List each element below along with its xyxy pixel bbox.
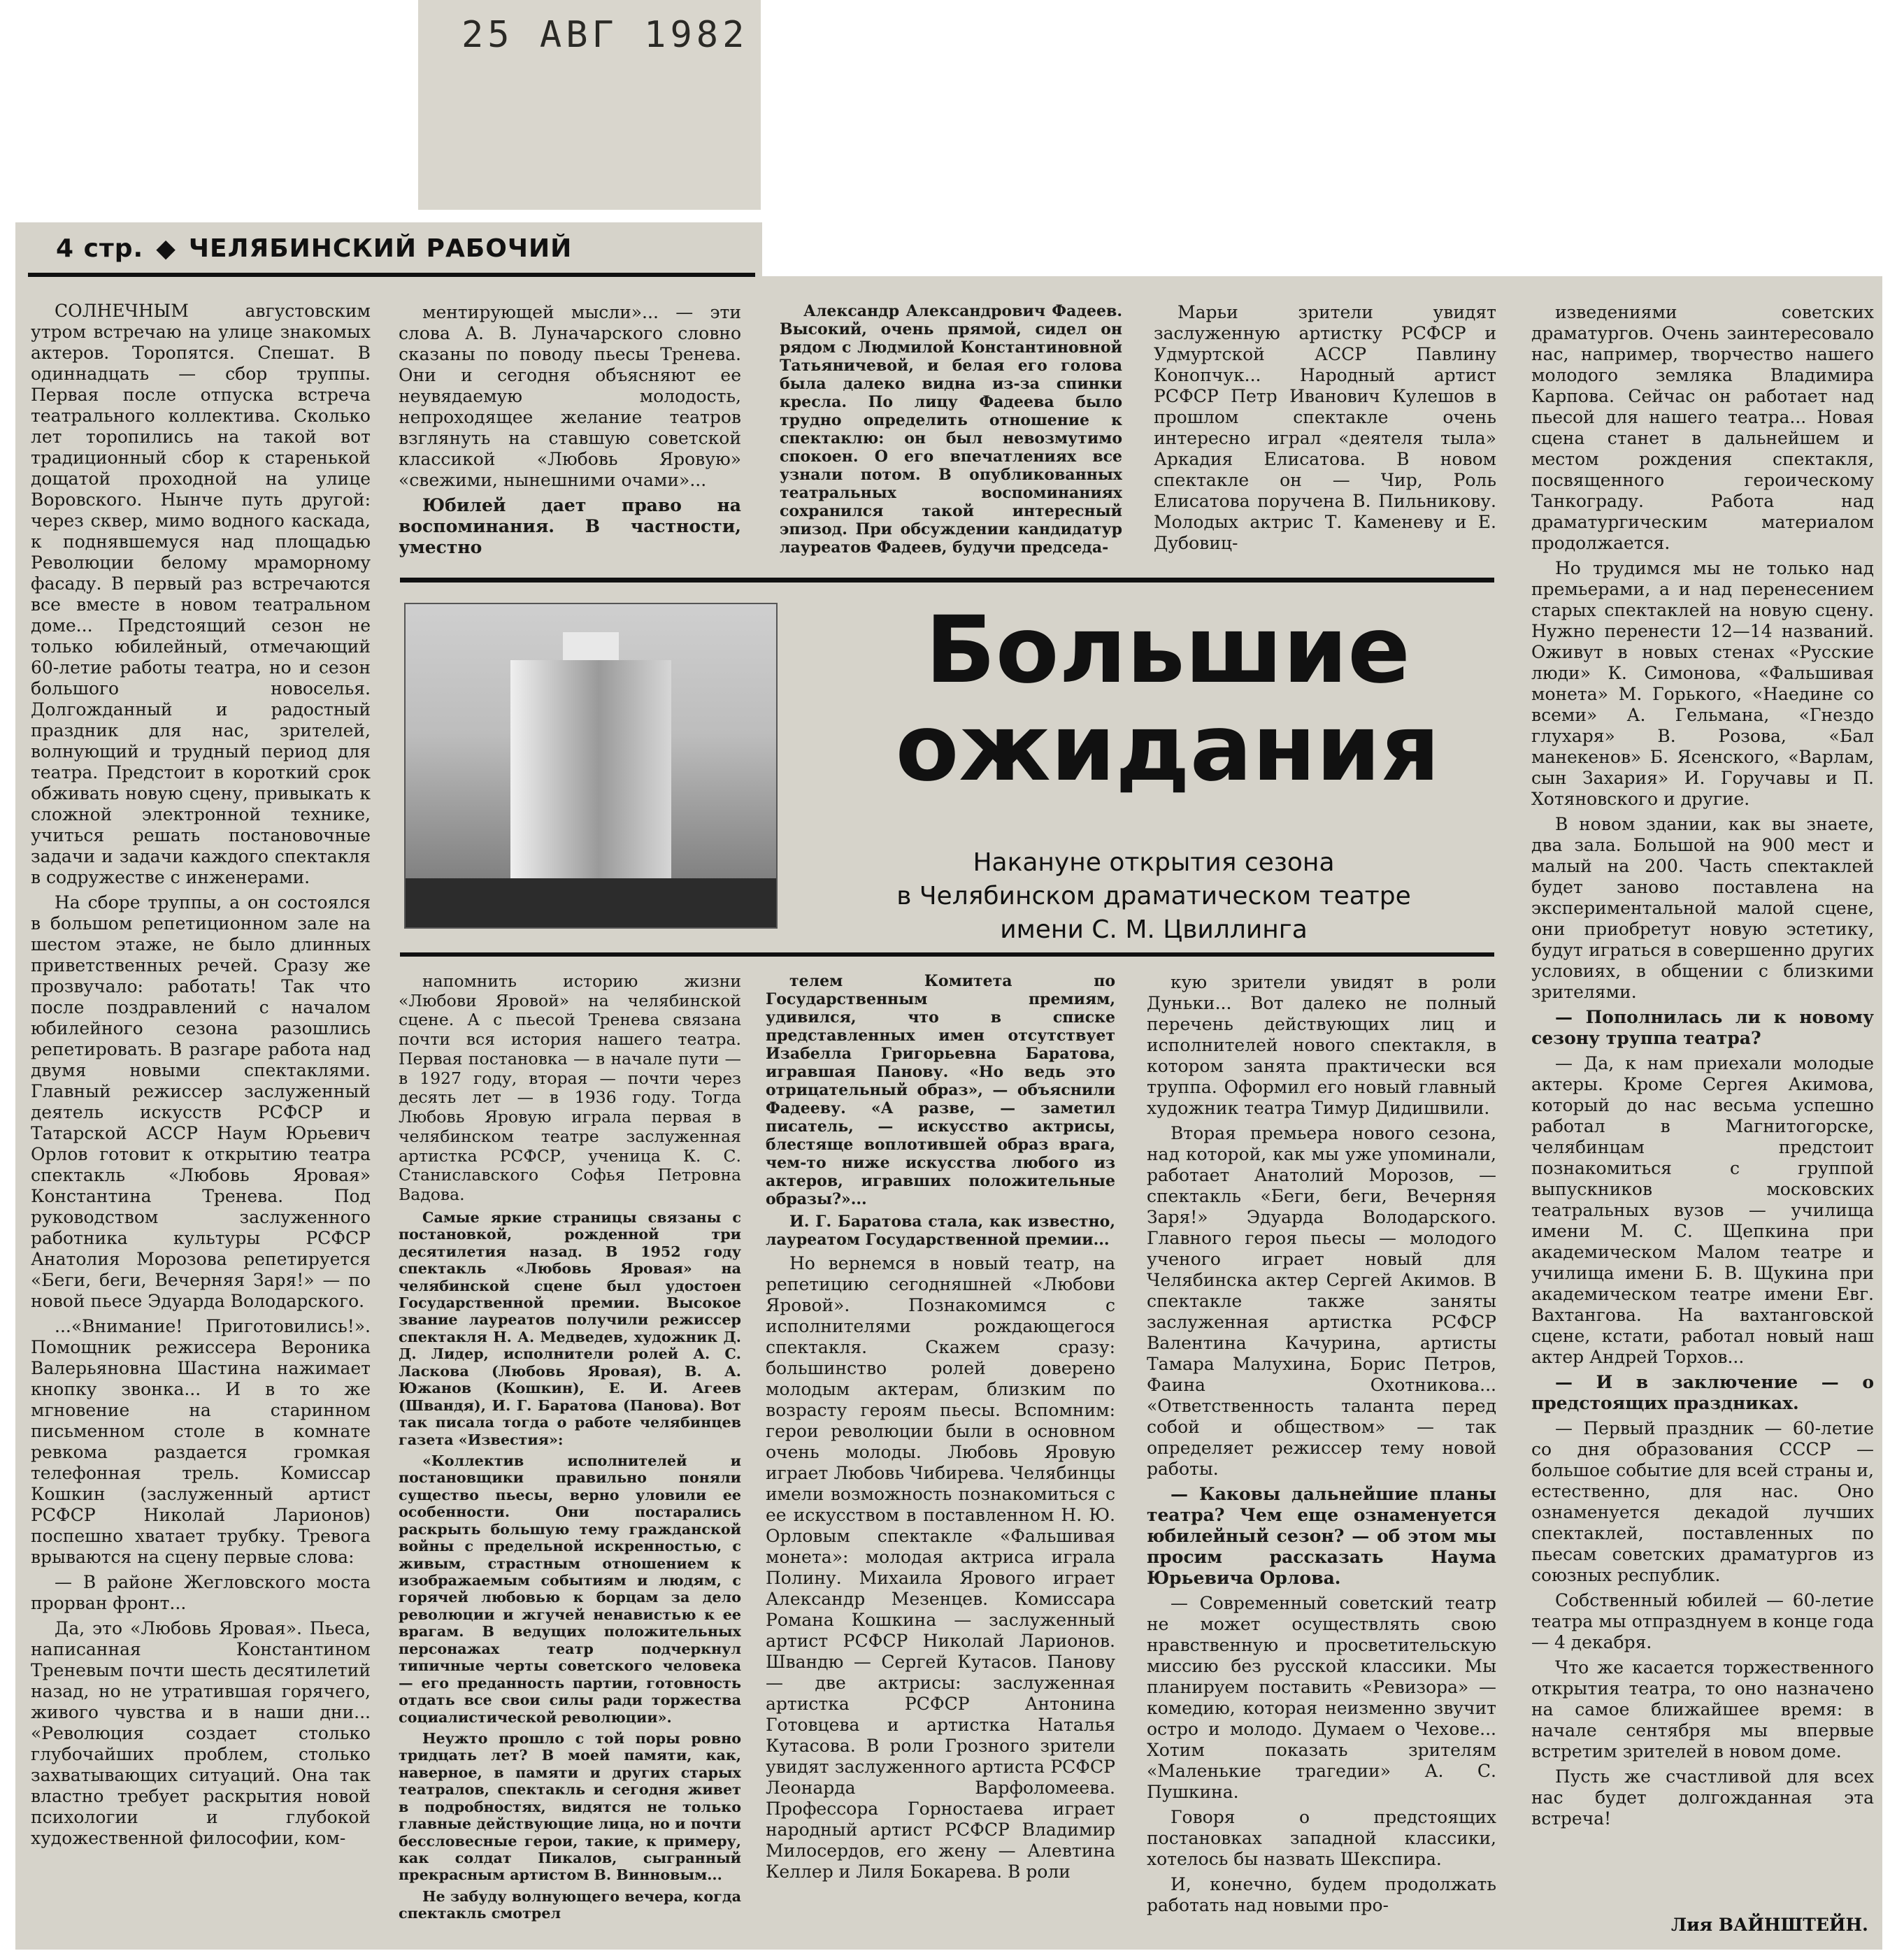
paragraph: напомнить историю жизни «Любови Яровой» на челябинской сцене. А с пьесой Тренева связана почти вся история нашего театра. Первая постановка — в начале пути — в 1927 году, вторая — почти через десять лет — в 1936 году. Тогда Любовь Яровую играла первая в челябинском театре заслуженная артистка РСФСР, ученица К. С. Станиславского Софья Петровна Вадова. [399, 972, 741, 1205]
paragraph: Марьи зрители увидят заслуженную артистку РСФСР и Удмуртской АССР Павлину Конопчук... Народный артист РСФСР Петр Иванович Кулешов в прошлом спектакле очень интересно играл «деятеля тыла» Аркадия Елисатова. В новом спектакле он — Чир, Роль Елисатова поручена В. Пильникову. Молодых актрис Т. Каменеву и Е. Дубовиц- [1154, 302, 1496, 553]
column-5 [1531, 302, 1874, 1910]
diamond-icon: ◆ [156, 234, 176, 263]
paragraph: ментирующей мысли»... — эти слова А. В. Луначарского словно сказаны по поводу пьесы Тренева. Они и сегодня объясняют ее неувядаемую молодость, непроходящее желание театров взглянуть на ставшую советской классикой «Любовь Яровую» «свежими, нынешними очами»... [399, 302, 741, 490]
headline-bottom-rule [400, 952, 1494, 957]
page-header [56, 234, 572, 269]
paragraph: СОЛНЕЧНЫМ августовским утром встречаю на улице знакомых актеров. Торопятся. Спешат. В одиннадцать — сбор труппы. Первая после отпуска встреча театрального коллектива. Сколько лет торопились на такой вот традиционный сбор к старенькой дощатой проходной на улице Воровского. Нынче путь другой: через сквер, мимо водного каскада, к поднявшемуся над площадью Революции белому мраморному фасаду. В первый раз встречаются все вместе в новом театральном доме... Предстоящий сезон не только юбилейный, отмечающий 60-летие работы театра, но и сезон большого новоселья. Долгожданный и радостный праздник для нас, зрителей, волнующий и трудный период для театра. Предстоит в короткий срок обживать новую сцену, привыкать к сложной электронной технике, учиться решать постановочные задачи и задачи каждого спектакля в содружестве с инженерами. [31, 301, 371, 887]
column-3-bottom [766, 972, 1115, 1941]
column-2-top [399, 302, 741, 561]
paragraph: И. Г. Баратова стала, как известно, лауреатом Государственной премии... [766, 1213, 1115, 1249]
paragraph: ...«Внимание! Приготовились!». Помощник режиссера Вероника Валерьяновна Шастина нажимает кнопку звонка... И в то же мгновение на старинном письменном столе в комнате ревкома раздается громкая телефонная трель. Комиссар Кошкин (заслуженный артист РСФСР Николай Ларионов) поспешно хватает трубку. Тревога врываются на сцену первые слова: [31, 1316, 371, 1567]
paragraph: кую зрители увидят в роли Дуньки... Вот далеко не полный перечень действующих лиц и исполнителей нового спектакля, в котором занята практически вся труппа. Оформил его новый главный художник театра Тимур Дидишвили. [1147, 972, 1496, 1118]
author-signature: Лия ВАЙНШТЕЙН. [1671, 1915, 1868, 1935]
paragraph: Самые яркие страницы связаны с постановкой, рожденной три десятилетия назад. В 1952 году спектакль «Любовь Яровая» на челябинской сцене был удостоен Государственной премии. Высокое звание лауреатов получили режиссер спектакля Н. А. Медведев, художник Д. Д. Лидер, исполнители ролей А. С. Ласкова (Любовь Яровая), В. А. Южанов (Кошкин), Е. И. Агеев (Швандя), И. Г. Баратова (Панова). Вот так писала тогда о работе челябинцев газета «Известия»: [399, 1208, 741, 1448]
paragraph: Говоря о предстоящих постановках западной классики, хотелось бы назвать Шекспира. [1147, 1807, 1496, 1869]
paragraph: — Современный советский театр не может осуществлять свою нравственную и просветительскую миссию без русской классики. Мы планируем поставить «Ревизора» — комедию, которая неизменно звучит остро и молодо. Думаем о Чехове... Хотим показать зрителям «Маленькие трагедии» А. С. Пушкина. [1147, 1593, 1496, 1802]
header-rule [28, 273, 755, 277]
paragraph: — Каковы дальнейшие планы театра? Чем еще ознаменуется юбилейный сезон? — об этом мы просим рассказать Наума Юрьевича Орлова. [1147, 1484, 1496, 1588]
date-stamp: 25 АВГ 1982 [461, 14, 749, 56]
column-2-bottom [399, 972, 741, 1941]
paragraph: Александр Александрович Фадеев. Высокий, очень прямой, сидел он рядом с Людмилой Константиновной Татьяничевой, и белая его голова была далеко видна из-за спинки кресла. По лицу Фадеева было трудно определить отношение к спектаклю: он был невозмутимо спокоен. О его впечатлениях все узнали потом. В опубликованных театральных воспоминаниях сохранился такой интересный эпизод. При обсуждении кандидатур лауреатов Фадеев, будучи председа- [780, 302, 1122, 557]
paragraph: — В районе Жегловского моста прорван фронт... [31, 1572, 371, 1613]
theatre-photo [404, 603, 778, 929]
paragraph: На сборе труппы, а он состоялся в большом репетиционном зале на шестом этаже, не было длинных приветственных речей. Сразу же прозвучало: работать! Так что после поздравлений с началом юбилейного сезона разошлись репетировать. В разгаре работа над двумя новыми спектаклями. Главный режиссер заслуженный деятель искусств РСФСР и Татарской АССР Наум Юрьевич Орлов готовит к открытию театра спектакль «Любовь Яровая» Константина Тренева. Под руководством заслуженного работника культуры РСФСР Анатолия Морозова репетируется «Беги, беги, Вечерняя Заря!» — по новой пьесе Эдуарда Володарского. [31, 892, 371, 1311]
column-3-top [780, 302, 1122, 561]
subheading-line-1: Накануне открытия сезона [973, 848, 1335, 877]
paragraph: Но трудимся мы не только над премьерами, а и над перенесением старых спектаклей на новую сцену. Нужно перенести 12—14 названий. Оживут в новых стенах «Русские люди» К. Симонова, «Фальшивая монета» М. Горького, «Наедине со всеми» А. Гельмана, «Гнездо глухаря» В. Розова, «Бал манекенов» Б. Ясенского, «Варлам, сын Захария» И. Горучавы и П. Хотяновского и другие. [1531, 558, 1874, 809]
subheading [804, 846, 1503, 947]
subheading-line-2: в Челябинском драматическом театре [896, 882, 1411, 910]
theatre-building [510, 660, 671, 884]
paragraph: Но вернемся в новый театр, на репетицию сегодняшней «Любови Яровой». Познакомимся с исполнителями рождающегося спектакля. Скажем сразу: большинство ролей доверено молодым актерам, близким по возрасту героям пьесы. Вспомним: герои революции были в основном очень молоды. Любовь Яровую играет Любовь Чибирева. Челябинцы имели возможность познакомиться с ее искусством в поставленном Н. Ю. Орловым спектакле «Фальшивая монета»: молодая актриса играла Полину. Михаила Ярового играет Александр Мезенцев. Комиссара Романа Кошкина — заслуженный артист РСФСР Николай Ларионов. Швандю — Сергей Кутасов. Панову — две актрисы: заслуженная артистка РСФСР Антонина Готовцева и артистка Наталья Кутасова. В роли Грозного зрители увидят заслуженного артиста РСФСР Леонарда Варфоломеева. Профессора Горностаева играет народный артист РСФСР Владимир Милосердов, его жену — Алевтина Келлер и Лиля Бокарева. В роли [766, 1253, 1115, 1882]
paragraph: Юбилей дает право на воспоминания. В частности, уместно [399, 495, 741, 557]
headline-line-1: Большие [925, 596, 1410, 704]
headline-top-rule [400, 578, 1494, 583]
column-4-bottom [1147, 972, 1496, 1941]
paragraph: — Да, к нам приехали молодые актеры. Кроме Сергея Акимова, который до нас весьма успешно работал в Магнитогорске, челябинцам предстоит познакомиться с группой выпускников московских театральных вузов — училища имени М. С. Щепкина при академическом Малом театре и училища имени Б. В. Щукина при академическом театре имени Евг. Вахтангова. На вахтанговской сцене, кстати, работал новый наш актер Андрей Торхов... [1531, 1053, 1874, 1367]
paragraph: — Пополнилась ли к новому сезону труппа театра? [1531, 1007, 1874, 1048]
newspaper-name: ЧЕЛЯБИНСКИЙ РАБОЧИЙ [188, 234, 573, 263]
headline [804, 596, 1531, 802]
subheading-line-3: имени С. М. Цвиллинга [1000, 915, 1308, 944]
paragraph: Вторая премьера нового сезона, над которой, как мы уже упоминали, работает Анатолий Морозов, — спектакль «Беги, беги, Вечерняя Заря!» Эдуарда Володарского. Главного героя пьесы — молодого ученого играет новый для Челябинска актер Сергей Акимов. В спектакле также заняты заслуженная артистка РСФСР Валентина Качурина, артисты Тамара Малухина, Борис Петров, Фаина Охотникова... «Ответственность таланта перед собой и обществом» — так определяет режиссер тему новой работы. [1147, 1123, 1496, 1479]
paragraph: изведениями советских драматургов. Очень заинтересовало нас, например, творчество нашего молодого земляка Владимира Карпова. Сейчас он работает над пьесой для нашего театра... Новая сцена станет в дальнейшем и местом рождения спектакля, посвященного героическому Танкограду. Работа над драматургическим материалом продолжается. [1531, 302, 1874, 553]
paragraph: — И в заключение — о предстоящих праздниках. [1531, 1372, 1874, 1413]
column-1 [31, 301, 371, 1944]
column-4-top [1154, 302, 1496, 561]
paragraph: — Первый праздник — 60-летие со дня образования СССР — большое событие для всей страны и, естественно, для нас. Оно ознаменуется декадой лучших спектаклей, поставленных по пьесам советских драматургов из союзных республик. [1531, 1418, 1874, 1585]
paragraph: Что же касается торжественного открытия театра, то оно назначено на самое ближайшее время: в начале сентября мы впервые встретим зрителей в новом доме. [1531, 1657, 1874, 1762]
paragraph: Собственный юбилей — 60-летие театра мы отпразднуем в конце года — 4 декабря. [1531, 1590, 1874, 1652]
paragraph: И, конечно, будем продолжать работать над новыми про- [1147, 1874, 1496, 1915]
headline-line-2: ожидания [895, 694, 1440, 802]
paragraph: Пусть же счастливой для всех нас будет долгожданная эта встреча! [1531, 1766, 1874, 1829]
paragraph: телем Комитета по Государственным премиям, удивился, что в списке представленных имен отсутствует Изабелла Григорьевна Баратова, игравшая Панову. «Но ведь это отрицательный образ», — объяснили Фадееву. «А разве, — заметил писатель, — искусство актрисы, блестяще воплотившей образ врага, чем-то ниже искусства любого из актеров, игравших положительные образы?»... [766, 972, 1115, 1208]
paragraph: Да, это «Любовь Яровая». Пьеса, написанная Константином Треневым почти шесть десятилетий назад, но не утратившая горячего, живого чувства и в наши дни... «Революция создает столько глубочайших проблем, столько захватывающих ситуаций. Она так властно требует раскрытия новой психологии и глубокой художественной философии, ком- [31, 1618, 371, 1848]
paragraph: «Коллектив исполнителей и постановщики правильно поняли существо пьесы, верно уловили ее особенности. Они постарались раскрыть большую тему гражданской войны с предельной искренностью, с живым, страстным отношением к изображаемым событиям и людям, с горячей любовью к борцам за дело революции и жгучей ненавистью к ее врагам. В ведущих положительных персонажах театр подчеркнул типичные черты советского человека — его преданность партии, готовность отдать все свои силы ради торжества социалистической революции». [399, 1452, 741, 1726]
page-number: 4 стр. [56, 234, 144, 263]
paragraph: Неужто прошло с той поры ровно тридцать лет? В моей памяти, как, наверное, в памяти и других старых театралов, спектакль и сегодня живет в подробностях, видятся не только главные действующие лица, но и почти бессловесные герои, такие, к примеру, как солдат Пикалов, сыгранный прекрасным артистом В. Винновым... [399, 1729, 741, 1884]
paragraph: Не забуду волнующего вечера, когда спектакль смотрел [399, 1887, 741, 1922]
photo-ground [406, 878, 776, 927]
paragraph: В новом здании, как вы знаете, два зала. Большой на 900 мест и малый на 200. Часть спектаклей будет заново поставлена на экспериментальной малой сцене, они приобретут новую эстетику, будут играться в совершенно других условиях, в общении с близкими зрителями. [1531, 814, 1874, 1002]
